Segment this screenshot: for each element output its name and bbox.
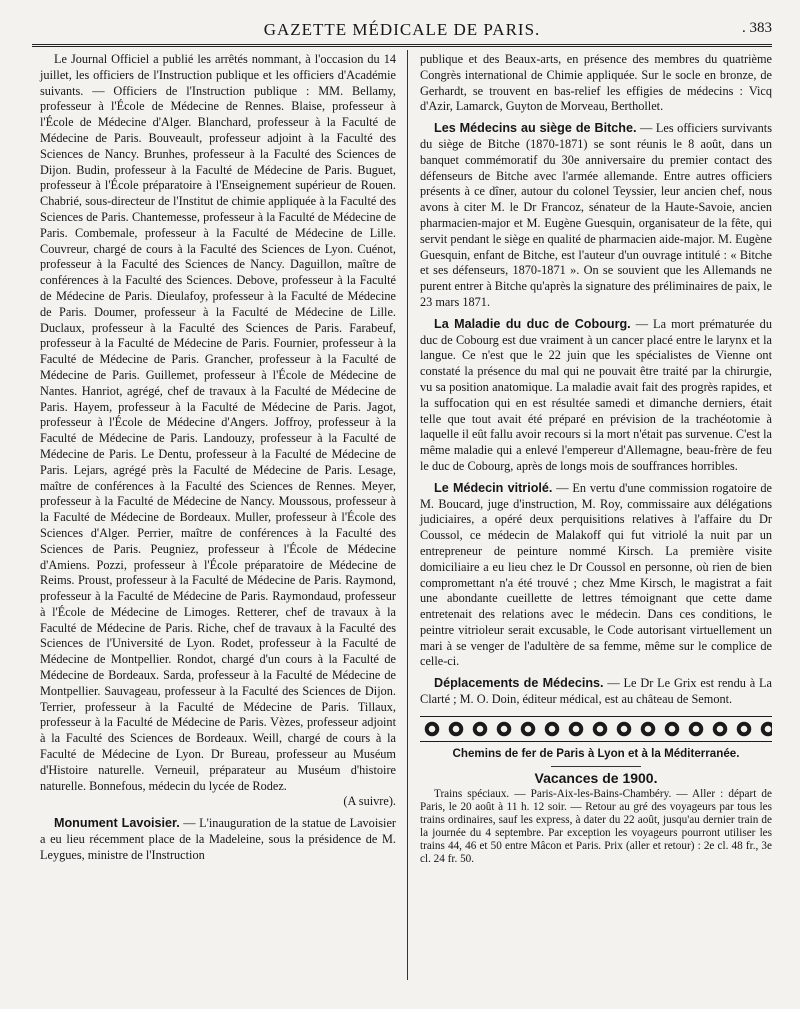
page-header: [32, 18, 772, 44]
cobourg-text: — La mort prématurée du duc de Cobourg est due vraiment à un cancer placé entre le larynx et la langue. Ce n'est que le 22 juin que les spécialistes de Vienne ont constaté la présence du mal qui ne pouvait être traité par la chirurgie, vu sa position anatomique. La maladie avait fait des progrès rapides, et la suffocation qui en est résultée samedi et dimanche derniers, était telle que tout avait été préparé en prévision de la trachéotomie à laquelle il eût fallu avoir recours si la mort n'était pas survenue. C'est la même maladie qui a enlevé l'empereur d'Allemagne, beau-frère de feu le duc de Cobourg, après de longs mois de souffrances horribles.: [420, 316, 772, 473]
gazette-title: GAZETTE MÉDICALE DE PARIS.: [263, 20, 541, 39]
short-rule: [551, 766, 641, 767]
bitche-article: [420, 121, 772, 311]
lavoisier-text: — L'inauguration de la statue de Lavoisier a eu lieu récemment place de la Madeleine, sous la présidence de M. Leygues, ministre de l'Instruction: [40, 816, 397, 862]
right-column: [420, 52, 772, 866]
railway-heading: Chemins de fer de Paris à Lyon et à la Méditerranée.: [452, 746, 740, 760]
vitriole-text: — En vertu d'une commission rogatoire de M. Boucard, juge d'instruction, M. Roy, commissaire aux délégations judiciaires, a opéré deux perquisitions relatives à l'affaire du Dr Coussol, ce médecin de Malakoff qui fut vitriolé la nuit par un entrepreneur de peinture nommé Kirsch. La première visite domiciliaire a eu lieu chez le Dr Coussol en personne, où rien de bien compromettant n'a été trouvé ; chez Mme Kirsch, le magistrat a fait une abondante cueillette de lettres témoignant que cette dame entretenait des relations avec le médecin. Dans ces conditions, le peintre vitrioleur serait excusable, le Code autorisant virtuellement un mari à se venger de l'adultère de sa femme, même sur le complice de celle-ci.: [420, 480, 773, 669]
bitche-heading: Les Médecins au siège de Bitche.: [434, 121, 637, 136]
bitche-text: — Les officiers survivants du siège de Bitche (1870-1871) se sont réunis le 8 août, dans un banquet commémoratif du 30e anniversaire du premier contact des défenseurs de Bitche avec l'armée allemande. Entre autres officiers présents à ce dîner, autour du colonel Teyssier, leur ancien chef, nous avons à citer M. le Dr Francoz, sénateur de la Haute-Savoie, ancien pharmacien-major et M. Eugène Guesquin, organisateur de la fête, qui servit pendant le siège en qualité de pharmacien aide-major. M. Eugène Guesquin, enfant de Bitche, est l'auteur d'un ouvrage intitulé : « Bitche et ses défenseurs, 1870-1871 ». On se souvient que les Allemands ne purent entrer à Bitche qu'après la signature des préliminaires de paix, le 23 mars 1871.: [420, 121, 772, 309]
cobourg-heading: La Maladie du duc de Cobourg.: [434, 316, 631, 331]
decorative-ornament-band: [420, 716, 772, 742]
vacances-text: Trains spéciaux. — Paris-Aix-les-Bains-Chambéry. — Aller : départ de Paris, le 20 août à 11 h. 12 soir. — Retour au gré des voyageurs par tous les trains ordinaires, sauf les express, à dater du 22 août, jusqu'au dernier train de la journée du 4 septembre. Par exception les voyageurs pourront utiliser les trains 44, 46 et 50 entre Mâcon et Paris. Prix (aller et retour) : 2e cl. 48 fr., 3e cl. 24 fr. 50.: [420, 788, 772, 866]
page-number: . 383: [742, 20, 772, 36]
header-rule: [32, 44, 772, 47]
officiel-paragraph: Le Journal Officiel a publié les arrêtés nommant, à l'occasion du 14 juillet, les officiers de l'Instruction publique et les officiers d'Académie suivants. — Officiers de l'Instruction publique : MM. Bellamy, professeur à l'École de Médecine de Rennes. Blaise, professeur à l'École de Médecine d'Alger. Blanchard, professeur à la Faculté de Médecine de Paris. Bouveault, professeur adjoint à la Faculté des Sciences de Nancy. Brunhes, professeur à la Faculté des Sciences de Dijon. Budin, professeur à la Faculté de Médecine de Paris. Buguet, professeur à l'École préparatoire à l'Enseignement supérieur de Rouen. Chabrié, sous-directeur de l'Institut de chimie appliquée à la Faculté des Sciences de Paris. Chantemesse, professeur à la Faculté de Médecine de Paris. Combemale, professeur à la Faculté de Médecine de Lille. Couvreur, chargé de cours à la Faculté des Sciences de Lyon. Cuénot, professeur à la Faculté des Sciences de Nancy. Daguillon, maître de conférences à la Faculté des Sciences. Debove, professeur à la Faculté de Médecine de Paris. Dieulafoy, professeur à la Faculté de Médecine de Paris. Doumer, professeur à la Faculté de Médecine de Lille. Duclaux, professeur à la Faculté des Sciences de Paris. Farabeuf, professeur à la Faculté de Médecine de Paris. Fournier, professeur à la Faculté de Médecine de Paris. Grancher, professeur à la Faculté de Médecine de Paris. Guillemet, professeur à l'École de Médecine de Nantes. Hanriot, agrégé, chef de travaux à la Faculté de Médecine de Paris. Hayem, professeur à la Faculté de Médecine de Paris. Jagot, professeur à l'École de Médecine d'Angers. Joffroy, professeur à la Faculté de Médecine de Paris. Landouzy, professeur à la Faculté de Médecine de Paris. Le Dentu, professeur à la Faculté de Médecine de Paris. Lejars, agrégé près la Faculté de Médecine de Paris. Lesage, maître de conférences à la Faculté des Sciences de Rennes. Meyer, professeur à la Faculté de Médecine de Nancy. Moussous, professeur à la Faculté de Médecine de Bordeaux. Muller, professeur à l'École des Sciences d'Alger. Perrier, maître de conférences à la Faculté des Sciences de Paris. Peugniez, professeur à l'École de Médecine d'Amiens. Pozzi, professeur à l'École préparatoire de Médecine de Reims. Proust, professeur à la Faculté de Médecine de Paris. Raymond, professeur à la Faculté de Médecine de Paris. Raymondaud, professeur à l'École de Médecine de Limoges. Retterer, chef de travaux à la Faculté de Médecine de Paris. Riche, chef de travaux à la Faculté des Sciences de l'Université de Lyon. Rodet, professeur à la Faculté de Médecine de Montpellier. Rondot, chargé d'un cours à la Faculté de Médecine de Bordeaux. Sarda, professeur à la Faculté de Médecine de Montpellier. Sauvageau, professeur à la Faculté des Sciences de Dijon. Terrier, professeur à la Faculté de Médecine de Paris. Tillaux, professeur à la Faculté de Médecine de Paris. Vèzes, professeur adjoint à la Faculté des Sciences de Bordeaux. Weill, chargé de cours à la Faculté de Médecine de Lyon. Dr Bureau, professeur au Muséum d'Histoire naturelle. Verneuil, préparateur au Muséum d'histoire naturelle. Bonnefous, médecin du lycée de Rodez.: [40, 52, 396, 793]
deplacements-article: [420, 676, 772, 708]
deplacements-heading: Déplacements de Médecins.: [434, 676, 604, 691]
column-divider: [407, 50, 408, 980]
lavoisier-heading: Monument Lavoisier.: [54, 816, 180, 831]
lavoisier-article: [40, 816, 396, 863]
left-column: [40, 52, 396, 864]
vacances-heading: Vacances de 1900.: [534, 769, 658, 786]
vitriole-heading: Le Médecin vitriolé.: [434, 480, 553, 495]
a-suivre-note: (A suivre).: [343, 794, 396, 809]
deplacements-text: — Le Dr Le Grix est rendu à La Clarté ; M. O. Doin, éditeur médical, est au château de Semont.: [420, 676, 772, 707]
vitriole-article: [420, 481, 772, 671]
lavoisier-continued: publique et des Beaux-arts, en présence des membres du quatrième Congrès international de Chimie appliquée. Sur le socle en bronze, de Gerhardt, se trouvent en bas-relief les effigies de médecins : Vicq d'Azir, Lamarck, Guyton de Morveau, Berthollet.: [420, 52, 772, 114]
cobourg-article: [420, 317, 772, 475]
